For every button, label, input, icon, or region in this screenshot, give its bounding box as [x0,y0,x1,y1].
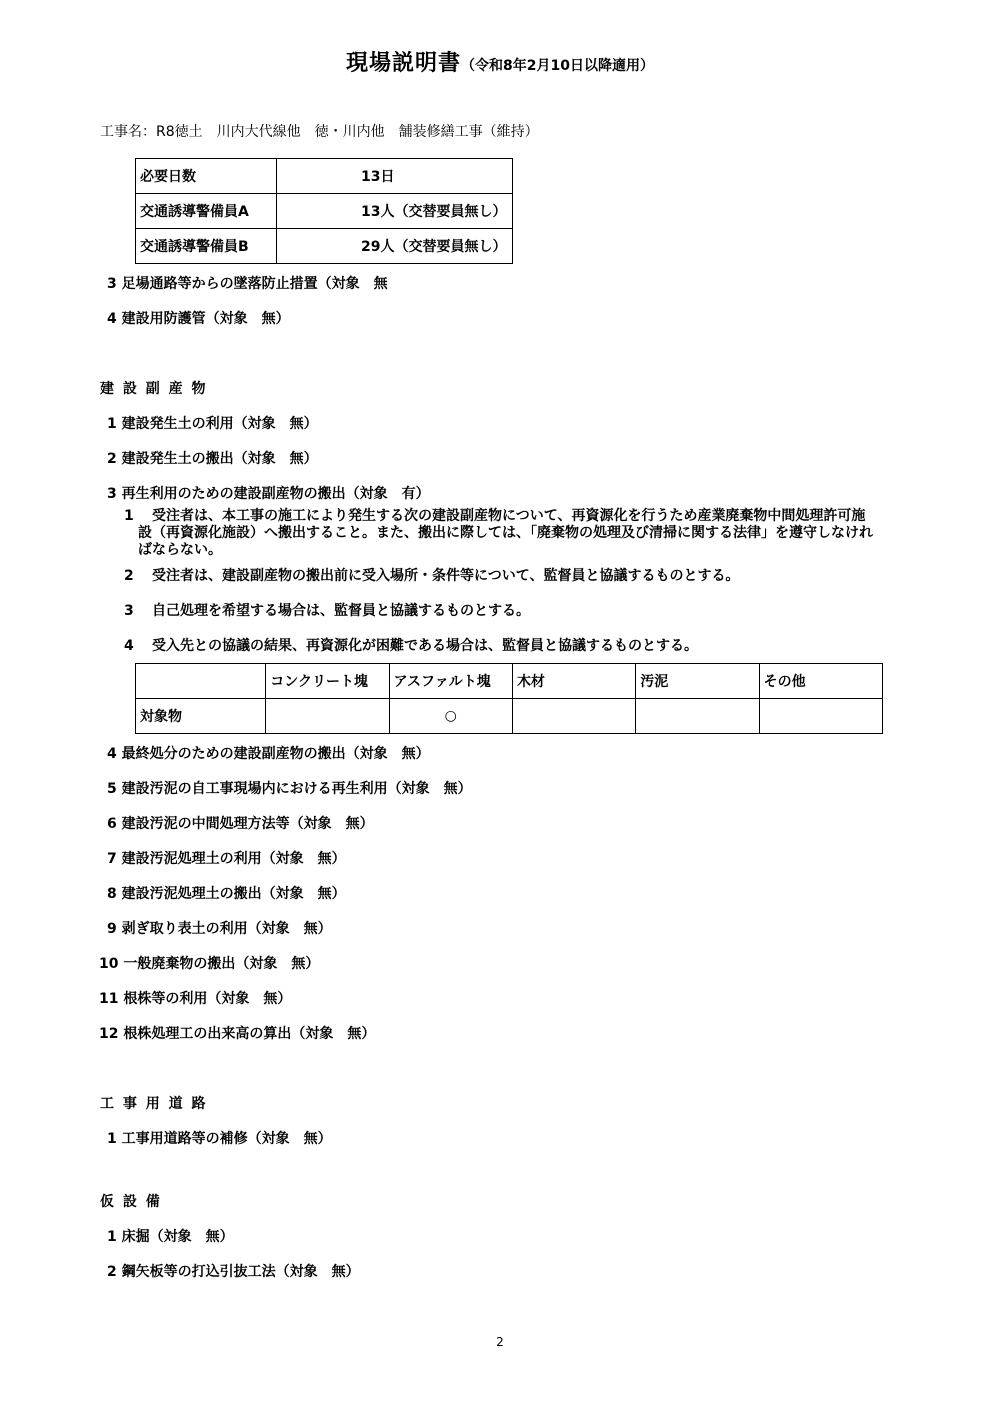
list-item: 4 最終処分のための建設副産物の搬出（対象 無） [107,746,430,762]
list-item: 2 建設発生土の搬出（対象 無） [107,451,318,467]
table-header-row [136,664,883,699]
section-heading-road: 工 事 用 道 路 [100,1096,208,1112]
target-materials-table [135,663,883,734]
construction-name: 工事名：R8徳土 川内大代線他 徳・川内他 舗装修繕工事（維持） [100,124,539,140]
list-item: 11 根株等の利用（対象 無） [99,991,292,1007]
table-cell [266,699,389,734]
paragraph-number: 2 [124,568,134,584]
paragraph-text: 受入先との協議の結果、再資源化が困難である場合は、監督員と協議するものとする。 [138,638,698,654]
paragraph-text: 受注者は、建設副産物の搬出前に受入場所・条件等について、監督員と協議するものとする。 [138,568,740,584]
table-header-cell: 木材 [512,664,635,699]
table-cell-label: 必要日数 [136,159,277,194]
table-cell-value: 13人（交替要員無し） [277,194,513,229]
document-subtitle: （令和8年2月10日以降適用） [461,58,654,74]
table-row [136,229,513,264]
paragraph [124,508,878,559]
list-item: 10 一般廃棄物の搬出（対象 無） [99,956,320,972]
list-item: 9 剥ぎ取り表土の利用（対象 無） [107,921,332,937]
paragraph [124,603,878,620]
list-item: 1 工事用道路等の補修（対象 無） [107,1131,332,1147]
table-cell-label: 交通誘導警備員B [136,229,277,264]
paragraph [124,638,878,655]
page-title [0,46,1000,77]
table-cell: 対象物 [136,699,266,734]
paragraph-number: 1 [124,508,134,524]
table-row [136,699,883,734]
table-cell-value: 13日 [277,159,513,194]
table-header-cell: アスファルト塊 [389,664,512,699]
table-cell-value: 29人（交替要員無し） [277,229,513,264]
requirements-table [135,158,513,264]
list-item: 3 再生利用のための建設副産物の搬出（対象 有） [107,486,430,502]
paragraph-number: 4 [124,638,134,654]
list-item: 7 建設汚泥処理土の利用（対象 無） [107,851,346,867]
table-cell [512,699,635,734]
table-header-cell: コンクリート塊 [266,664,389,699]
table-header-cell: その他 [759,664,882,699]
table-row [136,159,513,194]
list-item: 1 建設発生土の利用（対象 無） [107,416,318,432]
document-title: 現場説明書 [346,51,462,76]
paragraph-number: 3 [124,603,134,619]
list-item: 8 建設汚泥処理土の搬出（対象 無） [107,886,346,902]
table-header-cell [136,664,266,699]
table-cell-label: 交通誘導警備員A [136,194,277,229]
table-cell [759,699,882,734]
table-header-cell: 汚泥 [636,664,759,699]
page-number: 2 [496,1335,504,1349]
section-heading-byproduct: 建 設 副 産 物 [100,381,208,397]
table-cell [636,699,759,734]
list-item: 4 建設用防護管（対象 無） [107,311,290,327]
list-item: 5 建設汚泥の自工事現場内における再生利用（対象 無） [107,781,472,797]
table-cell: ○ [389,699,512,734]
paragraph-text: 受注者は、本工事の施工により発生する次の建設副産物について、再資源化を行うため産業廃棄物中間処理許可施設（再資源化施設）へ搬出すること。また、搬出に際しては、「廃棄物の処理及び清掃に関する法律」を遵守しなければならない。 [138,508,873,558]
list-item: 3 足場通路等からの墜落防止措置（対象 無 [107,276,388,292]
section-heading-temporary: 仮 設 備 [100,1194,162,1210]
table-row [136,194,513,229]
list-item: 6 建設汚泥の中間処理方法等（対象 無） [107,816,374,832]
list-item: 1 床掘（対象 無） [107,1229,234,1245]
paragraph-text: 自己処理を希望する場合は、監督員と協議するものとする。 [138,603,530,619]
list-item: 12 根株処理工の出来高の算出（対象 無） [99,1026,376,1042]
paragraph [124,568,878,585]
list-item: 2 鋼矢板等の打込引抜工法（対象 無） [107,1264,360,1280]
